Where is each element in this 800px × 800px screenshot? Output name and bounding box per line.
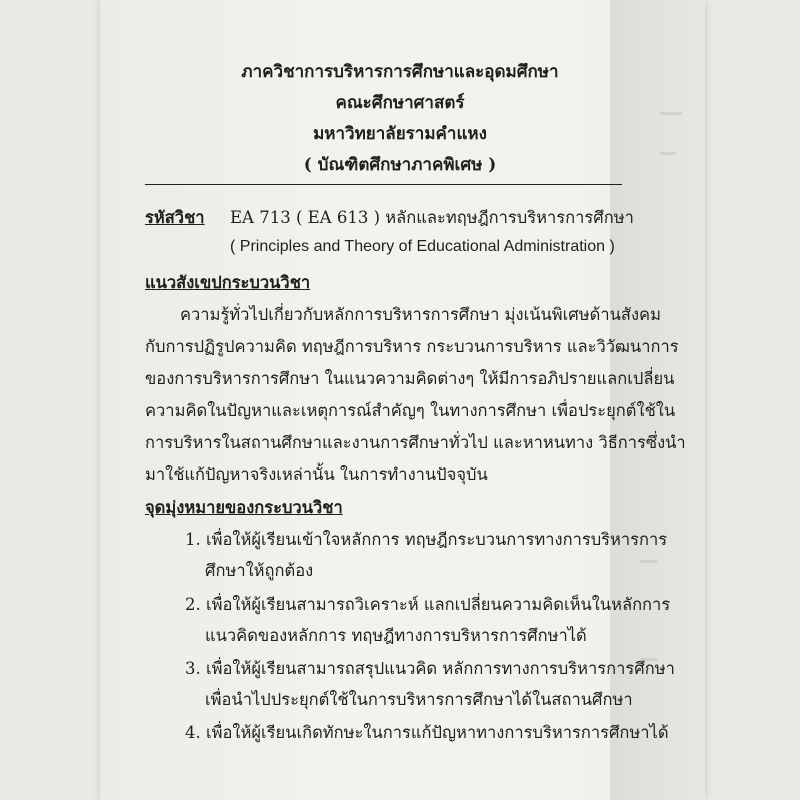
objectives-heading: จุดมุ่งหมายของกระบวนวิชา (145, 498, 343, 517)
description-line: การบริหารในสถานศึกษาและงานการศึกษาทั่วไป และหาหนทาง วิธีการซึ่งนำ (145, 433, 686, 452)
objective-item: 1. เพื่อให้ผู้เรียนเข้าใจหลักการ ทฤษฎีกระบวนการทางการบริหารการ (185, 530, 668, 549)
faculty-title: คณะศึกษาศาสตร์ (335, 93, 465, 113)
objective-item: 3. เพื่อให้ผู้เรียนสามารถสรุปแนวคิด หลักการทางการบริหารการศึกษา (185, 659, 675, 678)
bleed-mark (640, 560, 658, 563)
description-heading: แนวสังเขปกระบวนวิชา (145, 273, 311, 292)
course-code-title: EA 713 ( EA 613 ) หลักและทฤษฎีการบริหารการศึกษา (230, 208, 634, 227)
description-line: กับการปฏิรูปความคิด ทฤษฎีการบริหาร กระบวนการบริหาร และวิวัฒนาการ (145, 337, 679, 356)
objective-item-continuation: แนวคิดของหลักการ ทฤษฎีทางการบริหารการศึกษาได้ (205, 626, 587, 645)
description-line: ของการบริหารการศึกษา ในแนวความคิดต่างๆ ให้มีการอภิปรายแลกเปลี่ยน (145, 369, 675, 388)
department-title: ภาควิชาการบริหารการศึกษาและอุดมศึกษา (241, 62, 559, 82)
objective-item: 4. เพื่อให้ผู้เรียนเกิดทักษะในการแก้ปัญหาทางการบริหารการศึกษาได้ (185, 723, 669, 742)
course-english-title: ( Principles and Theory of Educational Administration ) (230, 238, 615, 255)
course-code-label: รหัสวิชา (145, 208, 205, 227)
description-line: ความคิดในปัญหาและเหตุการณ์สำคัญๆ ในทางการศึกษา เพื่อประยุกต์ใช้ใน (145, 401, 676, 420)
description-line: ความรู้ทั่วไปเกี่ยวกับหลักการบริหารการศึกษา มุ่งเน้นพิเศษด้านสังคม (180, 305, 661, 324)
university-title: มหาวิทยาลัยรามคำแหง (313, 124, 487, 144)
description-line: มาใช้แก้ปัญหาจริงเหล่านั้น ในการทำงานปัจจุบัน (145, 465, 488, 484)
objective-item: 2. เพื่อให้ผู้เรียนสามารถวิเคราะห์ แลกเปลี่ยนความคิดเห็นในหลักการ (185, 595, 671, 614)
objective-item-continuation: ศึกษาให้ถูกต้อง (205, 561, 314, 580)
objective-item-continuation: เพื่อนำไปประยุกต์ใช้ในการบริหารการศึกษาได้ในสถานศึกษา (205, 690, 633, 709)
header-divider (145, 184, 622, 185)
program-title: ( บัณฑิตศึกษาภาคพิเศษ ) (303, 155, 497, 175)
